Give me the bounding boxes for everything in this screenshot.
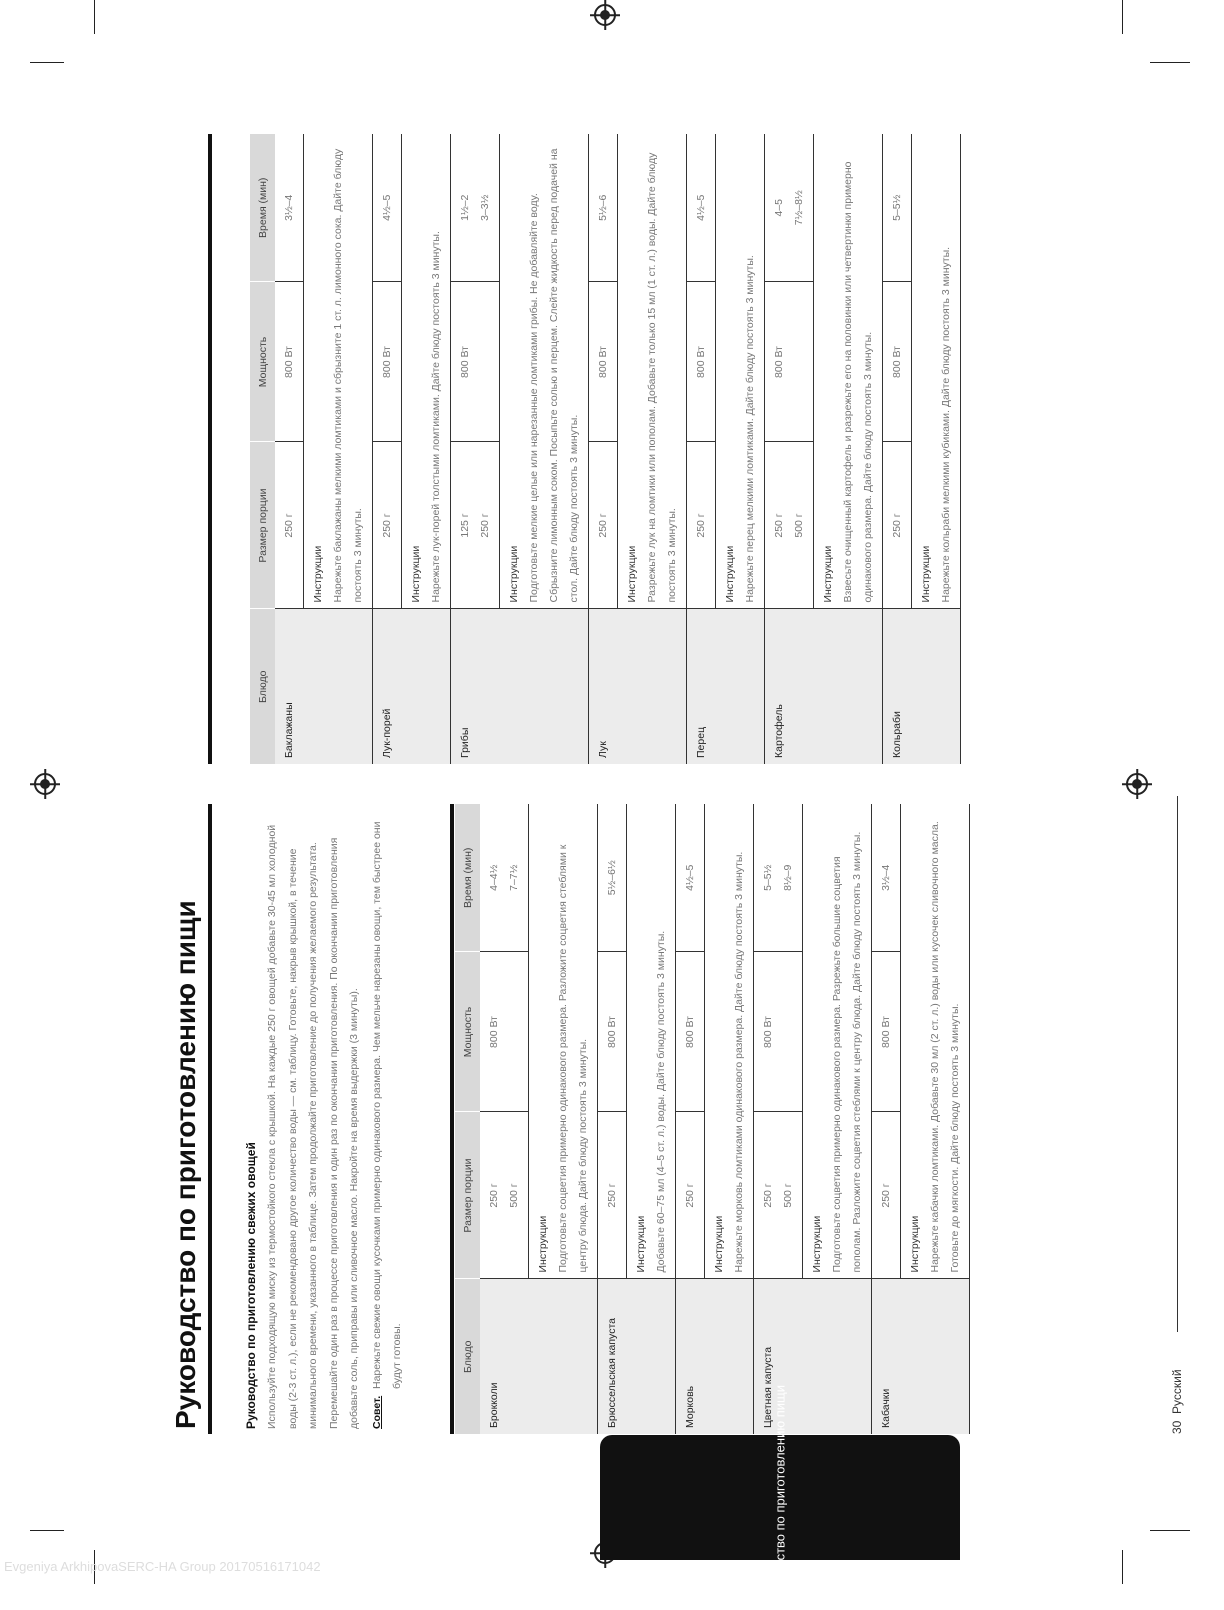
time-value: 1½–2 (459, 194, 471, 221)
portion-value: 125 г (459, 513, 471, 538)
table-row (451, 134, 500, 764)
table-row (676, 804, 705, 1434)
page-footer (1170, 1369, 1184, 1434)
portion-value: 500 г (508, 1183, 520, 1208)
portion-cell (275, 442, 304, 609)
portion-value: 500 г (793, 513, 805, 538)
portion-cell (883, 442, 912, 609)
tip-label: Совет. (370, 1395, 383, 1429)
instructions-heading: Инструкции (811, 1215, 823, 1273)
time-value: 3½–4 (880, 864, 892, 891)
header-portion: Размер порции (455, 1112, 480, 1279)
instructions-text: Подготовьте соцветия примерно одинакового размера. Разрежьте большие соцветия пополам. Разложите соцветия стеблями к центру блюда. Дайте блюду постоять 3 минуты. (831, 831, 863, 1273)
portion-cell (754, 1112, 803, 1279)
time-cell (598, 804, 627, 952)
time-value: 4–4½ (488, 864, 500, 891)
time-cell (883, 134, 912, 282)
power-value: 800 Вт (275, 282, 304, 442)
instructions-text: Подготовьте соцветия примерно одинакового размера. Разложите соцветия стеблями к центру блюда. Дайте блюду постоять 3 минуты. (557, 844, 589, 1273)
time-cell (373, 134, 402, 282)
instructions-cell (402, 134, 451, 609)
portion-cell (373, 442, 402, 609)
dish-name: Лук-порей (373, 609, 451, 764)
left-table-rule (450, 804, 454, 1434)
left-vegetable-table (455, 804, 970, 1434)
right-vegetable-table (250, 134, 961, 764)
portion-value: 250 г (880, 1183, 892, 1208)
portion-cell (598, 1112, 627, 1279)
footer-rule (1177, 796, 1178, 1332)
instructions-text: Нарежьте кольраби мелкими кубиками. Дайте блюду постоять 3 минуты. (940, 246, 952, 603)
instructions-heading: Инструкции (822, 545, 834, 603)
time-value: 4½–5 (695, 194, 707, 221)
intro-section (244, 799, 408, 1429)
instructions-text: Нарежьте кабачки ломтиками. Добавьте 30 мл (2 ст. л.) воды или кусочек сливочного масла. Готовьте до мягкости. Дайте блюду постоять 3 минуты. (929, 821, 961, 1273)
instructions-cell (500, 134, 589, 609)
dish-name: Морковь (676, 1279, 754, 1434)
power-value: 800 Вт (451, 282, 500, 442)
instructions-cell (814, 134, 883, 609)
header-portion: Размер порции (250, 442, 275, 609)
portion-value: 250 г (695, 513, 707, 538)
time-value: 5–5½ (891, 194, 903, 221)
dish-name: Брюссельская капуста (598, 1279, 676, 1434)
portion-cell (451, 442, 500, 609)
portion-value: 250 г (606, 1183, 618, 1208)
section-title: Руководство по приготовлению свежих овощей (244, 1142, 258, 1429)
dish-name: Лук (589, 609, 687, 764)
header-power: Мощность (455, 952, 480, 1112)
dish-name: Кольраби (883, 609, 961, 764)
dish-name: Цветная капуста (754, 1279, 872, 1434)
time-value: 7–7½ (508, 864, 520, 891)
portion-cell (687, 442, 716, 609)
instructions-heading: Инструкции (410, 545, 422, 603)
dish-name: Брокколи (480, 1279, 598, 1434)
table-row (765, 134, 814, 764)
instructions-cell (627, 804, 676, 1279)
table-row (275, 134, 304, 764)
instructions-heading: Инструкции (312, 545, 324, 603)
instructions-cell (304, 134, 373, 609)
instructions-heading: Инструкции (537, 1215, 549, 1273)
dish-name: Грибы (451, 609, 589, 764)
table-row (480, 804, 529, 1434)
instructions-heading: Инструкции (508, 545, 520, 603)
power-value: 800 Вт (373, 282, 402, 442)
table-row (883, 134, 912, 764)
portion-cell (589, 442, 618, 609)
instructions-heading: Инструкции (626, 545, 638, 603)
page-number: 30 (1170, 1420, 1184, 1434)
time-value: 4–5 (773, 198, 785, 217)
instructions-heading: Инструкции (920, 545, 932, 603)
instructions-cell (912, 134, 961, 609)
portion-value: 250 г (488, 1183, 500, 1208)
instructions-cell (705, 804, 754, 1279)
table-row (754, 804, 803, 1434)
portion-cell (676, 1112, 705, 1279)
time-cell (676, 804, 705, 952)
time-value: 4½–5 (684, 864, 696, 891)
time-value: 4½–5 (381, 194, 393, 221)
time-cell (480, 804, 529, 952)
time-cell (765, 134, 814, 282)
power-value: 800 Вт (598, 952, 627, 1112)
instructions-heading: Инструкции (724, 545, 736, 603)
instructions-cell (901, 804, 970, 1279)
tip-text: Нарежьте свежие овощи кусочками примерно одинакового размера. Чем мельче нарезаны овощи, тем быстрее они будут готовы. (370, 821, 403, 1389)
instructions-cell (529, 804, 598, 1279)
instructions-cell (803, 804, 872, 1279)
table-row (598, 804, 627, 1434)
portion-value: 250 г (597, 513, 609, 538)
power-value: 800 Вт (589, 282, 618, 442)
portion-value: 500 г (782, 1183, 794, 1208)
power-value: 800 Вт (687, 282, 716, 442)
portion-value: 250 г (762, 1183, 774, 1208)
portion-cell (765, 442, 814, 609)
header-dish: Блюдо (455, 1279, 480, 1434)
portion-value: 250 г (479, 513, 491, 538)
portion-value: 250 г (773, 513, 785, 538)
title-rule (208, 804, 212, 1434)
instructions-text: Добавьте 60–75 мл (4–5 ст. л.) воды. Дайте блюду постоять 3 минуты. (655, 930, 667, 1273)
power-value: 800 Вт (480, 952, 529, 1112)
portion-cell (480, 1112, 529, 1279)
instructions-text: Разрежьте лук на ломтики или пополам. Добавьте только 15 мл (1 ст. л.) воды. Дайте блюду постоять 3 минуты. (646, 152, 678, 603)
time-value: 3½–4 (283, 194, 295, 221)
table-row (373, 134, 402, 764)
power-value: 800 Вт (676, 952, 705, 1112)
power-value: 800 Вт (765, 282, 814, 442)
power-value: 800 Вт (872, 952, 901, 1112)
header-time: Время (мин) (250, 134, 275, 282)
tip (367, 799, 408, 1429)
portion-value: 250 г (283, 513, 295, 538)
watermark: Evgeniya ArkhipovaSERC-HA Group 20170516171042 (4, 1559, 321, 1574)
time-value: 7½–8½ (793, 190, 805, 226)
instructions-heading: Инструкции (909, 1215, 921, 1273)
instructions-text: Подготовьте мелкие целые или нарезанные ломтиками грибы. Не добавляйте воду. Сбрызните лимонным соком. Посыпьте солью и перцем. Слейте жидкость перед подачей на стол. Дайте блюду постоять 3 минуты. (528, 148, 580, 603)
portion-value: 250 г (891, 513, 903, 538)
time-cell (451, 134, 500, 282)
time-value: 5–5½ (762, 864, 774, 891)
page-language: Русский (1170, 1369, 1184, 1414)
dish-name: Баклажаны (275, 609, 373, 764)
instructions-text: Взвесьте очищенный картофель и разрежьте его на половинки или четвертинки примерно одинакового размера. Дайте блюду постоять 3 минуты. (842, 161, 874, 603)
dish-name: Картофель (765, 609, 883, 764)
side-tab-label: Руководство по приготовлению пищи (772, 1385, 788, 1610)
table-row (872, 804, 901, 1434)
header-dish: Блюдо (250, 609, 275, 764)
instructions-text: Нарежьте лук-порей толстыми ломтиками. Дайте блюду постоять 3 минуты. (430, 231, 442, 603)
instructions-cell (716, 134, 765, 609)
instructions-text: Нарежьте баклажаны мелкими ломтиками и сбрызните 1 ст. л. лимонного сока. Дайте блюду постоять 3 минуты. (332, 148, 364, 603)
table-row (589, 134, 618, 764)
instructions-heading: Инструкции (635, 1215, 647, 1273)
table-row (687, 134, 716, 764)
power-value: 800 Вт (883, 282, 912, 442)
instructions-text: Нарежьте морковь ломтиками одинакового размера. Дайте блюду постоять 3 минуты. (733, 851, 745, 1273)
portion-cell (872, 1112, 901, 1279)
header-time: Время (мин) (455, 804, 480, 952)
dish-name: Перец (687, 609, 765, 764)
time-value: 5½–6 (597, 194, 609, 221)
page-title: Руководство по приготовлению пищи (170, 900, 201, 1429)
header-power: Мощность (250, 282, 275, 442)
portion-value: 250 г (684, 1183, 696, 1208)
time-cell (275, 134, 304, 282)
instructions-cell (618, 134, 687, 609)
power-value: 800 Вт (754, 952, 803, 1112)
portion-value: 250 г (381, 513, 393, 538)
time-value: 3–3½ (479, 194, 491, 221)
instructions-heading: Инструкции (713, 1215, 725, 1273)
time-cell (754, 804, 803, 952)
dish-name: Кабачки (872, 1279, 970, 1434)
time-cell (589, 134, 618, 282)
time-value: 5½–6½ (606, 860, 618, 896)
time-value: 8½–9 (782, 864, 794, 891)
section-body: Используйте подходящую миску из термостойкого стекла с крышкой. На каждые 250 г овощей добавьте 30-45 мл холодной воды (2-3 ст. л.), если не рекомендовано другое количество воды — см. таблицу. Готовьте, накрыв крышкой, в течение минимального времени, указанного в таблице. Затем продолжайте приготовление до получения желаемого результата. Перемешайте один раз в процессе приготовления и один раз по окончании приготовления. По окончании приготовления добавьте соль, приправы или сливочное масло. Накройте на время выдержки (3 минуты). (266, 824, 360, 1429)
instructions-text: Нарежьте перец мелкими ломтиками. Дайте блюду постоять 3 минуты. (744, 255, 756, 603)
time-cell (687, 134, 716, 282)
right-table-rule (208, 134, 212, 764)
time-cell (872, 804, 901, 952)
